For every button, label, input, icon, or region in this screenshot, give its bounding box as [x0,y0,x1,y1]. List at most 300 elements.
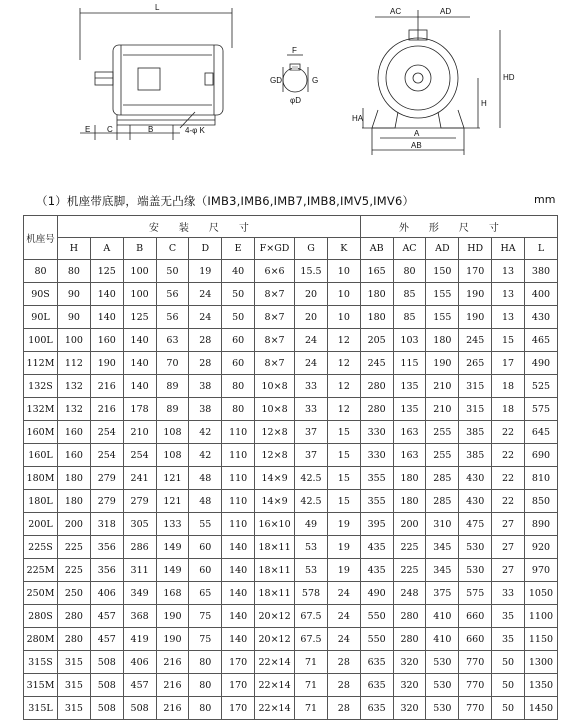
table-cell: 280 [393,628,426,651]
table-cell: 508 [90,651,123,674]
table-cell: 225 [58,559,91,582]
table-cell: 245 [360,352,393,375]
table-cell: 15 [492,329,525,352]
table-row [24,283,558,306]
table-cell: 395 [360,513,393,536]
column-header: AB [360,238,393,260]
label-AC: AC [390,7,402,16]
table-cell: 178 [123,398,156,421]
table-cell: 315 [58,697,91,720]
table-cell: 28 [327,651,360,674]
table-cell: 1100 [524,605,557,628]
label-AB: AB [411,141,422,150]
table-cell: 575 [459,582,492,605]
frame-cell: 180M [24,467,58,490]
table-cell: 163 [393,444,426,467]
table-cell: 210 [426,398,459,421]
table-cell: 180 [58,490,91,513]
table-cell: 140 [222,628,255,651]
label-H: H [481,99,487,108]
table-cell: 190 [156,628,189,651]
table-cell: 320 [393,651,426,674]
table-cell: 140 [222,536,255,559]
table-cell: 406 [123,651,156,674]
table-cell: 380 [524,260,557,283]
table-cell: 210 [426,375,459,398]
table-cell: 53 [295,536,328,559]
table-cell: 190 [459,283,492,306]
column-header: AC [393,238,426,260]
table-cell: 80 [222,398,255,421]
table-cell: 18×11 [255,582,295,605]
table-cell: 216 [90,398,123,421]
table-cell: 19 [189,260,222,283]
table-cell: 28 [189,352,222,375]
table-cell: 13 [492,283,525,306]
table-cell: 67.5 [295,605,328,628]
table-cell: 15 [327,467,360,490]
table-cell: 368 [123,605,156,628]
table-cell: 330 [360,421,393,444]
table-cell: 22×14 [255,674,295,697]
table-cell: 8×7 [255,283,295,306]
table-cell: 280 [393,605,426,628]
table-cell: 435 [360,559,393,582]
table-cell: 24 [189,306,222,329]
table-cell: 100 [123,260,156,283]
table-cell: 38 [189,398,222,421]
label-HA: HA [352,114,364,123]
frame-cell: 225M [24,559,58,582]
table-cell: 22 [492,421,525,444]
table-cell: 71 [295,651,328,674]
column-header: G [295,238,328,260]
table-cell: 170 [222,651,255,674]
label-AD: AD [440,7,452,16]
table-cell: 85 [393,283,426,306]
table-cell: 85 [393,306,426,329]
table-cell: 108 [156,421,189,444]
table-cell: 19 [327,513,360,536]
table-cell: 140 [222,559,255,582]
table-cell: 241 [123,467,156,490]
table-row [24,352,558,375]
table-cell: 80 [189,697,222,720]
frame-cell: 315L [24,697,58,720]
table-cell: 355 [360,467,393,490]
frame-cell: 200L [24,513,58,536]
table-cell: 33 [295,375,328,398]
label-L: L [155,3,160,12]
table-cell: 27 [492,536,525,559]
table-cell: 345 [426,536,459,559]
table-cell: 920 [524,536,557,559]
table-cell: 24 [295,329,328,352]
table-cell: 110 [222,467,255,490]
table-cell: 90 [58,283,91,306]
table-cell: 132 [58,398,91,421]
table-cell: 60 [222,352,255,375]
frame-cell: 80 [24,260,58,283]
table-cell: 165 [360,260,393,283]
table-cell: 90 [58,306,91,329]
table-cell: 490 [524,352,557,375]
table-cell: 254 [90,421,123,444]
table-cell: 80 [58,260,91,283]
table-cell: 205 [360,329,393,352]
table-cell: 67.5 [295,628,328,651]
table-cell: 435 [360,536,393,559]
table-cell: 180 [360,283,393,306]
table-cell: 457 [90,605,123,628]
table-cell: 63 [156,329,189,352]
table-cell: 10 [327,260,360,283]
table-cell: 70 [156,352,189,375]
table-cell: 550 [360,605,393,628]
table-cell: 35 [492,628,525,651]
table-cell: 255 [426,444,459,467]
motor-dimension-drawing [0,0,571,185]
table-cell: 42 [189,421,222,444]
frame-cell: 250M [24,582,58,605]
table-cell: 170 [222,697,255,720]
frame-cell: 180L [24,490,58,513]
label-E: E [85,125,91,134]
table-cell: 190 [426,352,459,375]
frame-cell: 280M [24,628,58,651]
table-cell: 465 [524,329,557,352]
table-row [24,329,558,352]
table-cell: 457 [123,674,156,697]
table-cell: 18×11 [255,559,295,582]
column-header: H [58,238,91,260]
table-cell: 50 [492,674,525,697]
table-cell: 575 [524,398,557,421]
table-row [24,306,558,329]
table-cell: 60 [222,329,255,352]
table-cell: 508 [90,697,123,720]
table-cell: 121 [156,490,189,513]
table-cell: 310 [426,513,459,536]
table-cell: 50 [156,260,189,283]
table-cell: 279 [90,490,123,513]
table-cell: 8×7 [255,306,295,329]
column-header: B [123,238,156,260]
table-cell: 430 [459,467,492,490]
table-row [24,651,558,674]
table-cell: 286 [123,536,156,559]
table-cell: 1150 [524,628,557,651]
table-cell: 318 [90,513,123,536]
table-cell: 285 [426,490,459,513]
table-cell: 155 [426,306,459,329]
table-cell: 42.5 [295,467,328,490]
table-cell: 42 [189,444,222,467]
table-cell: 20 [295,283,328,306]
table-cell: 19 [327,559,360,582]
table-cell: 254 [123,444,156,467]
table-row [24,628,558,651]
table-cell: 24 [189,283,222,306]
table-cell: 430 [459,490,492,513]
table-cell: 356 [90,559,123,582]
table-cell: 132 [58,375,91,398]
column-header: HD [459,238,492,260]
table-cell: 12 [327,398,360,421]
table-cell: 33 [492,582,525,605]
table-cell: 22×14 [255,697,295,720]
table-cell: 22 [492,490,525,513]
table-cell: 140 [123,375,156,398]
table-cell: 20×12 [255,628,295,651]
table-cell: 890 [524,513,557,536]
table-cell: 22 [492,444,525,467]
column-header: F×GD [255,238,295,260]
table-cell: 65 [189,582,222,605]
table-cell: 690 [524,444,557,467]
table-row [24,605,558,628]
table-cell: 255 [426,421,459,444]
table-cell: 48 [189,490,222,513]
table-cell: 10 [327,306,360,329]
table-cell: 216 [156,697,189,720]
table-cell: 75 [189,628,222,651]
table-cell: 12 [327,352,360,375]
column-header: C [156,238,189,260]
table-cell: 1450 [524,697,557,720]
table-cell: 140 [123,352,156,375]
table-cell: 80 [393,260,426,283]
unit-label: mm [534,193,556,206]
table-row [24,513,558,536]
table-cell: 311 [123,559,156,582]
table-cell: 17 [492,352,525,375]
frame-cell: 315S [24,651,58,674]
table-cell: 168 [156,582,189,605]
group-install-header: 安装尺寸 [58,216,361,238]
table-cell: 24 [327,582,360,605]
table-cell: 315 [459,398,492,421]
table-cell: 140 [222,582,255,605]
table-cell: 155 [426,283,459,306]
table-cell: 180 [360,306,393,329]
table-cell: 280 [360,398,393,421]
table-cell: 530 [459,559,492,582]
table-cell: 60 [189,536,222,559]
table-cell: 320 [393,674,426,697]
table-cell: 6×6 [255,260,295,283]
table-cell: 508 [90,674,123,697]
frame-cell: 225S [24,536,58,559]
table-cell: 19 [327,536,360,559]
table-row [24,421,558,444]
table-cell: 356 [90,536,123,559]
table-cell: 490 [360,582,393,605]
table-cell: 100 [123,283,156,306]
table-cell: 410 [426,628,459,651]
table-cell: 1050 [524,582,557,605]
table-row [24,260,558,283]
table-cell: 200 [58,513,91,536]
table-cell: 163 [393,421,426,444]
table-cell: 180 [393,467,426,490]
table-cell: 530 [426,651,459,674]
table-cell: 265 [459,352,492,375]
table-cell: 280 [58,605,91,628]
frame-cell: 90S [24,283,58,306]
table-cell: 180 [426,329,459,352]
table-cell: 22 [492,467,525,490]
label-bolt: 4-φ K [185,126,205,135]
table-cell: 125 [90,260,123,283]
table-cell: 385 [459,444,492,467]
table-cell: 49 [295,513,328,536]
table-cell: 110 [222,444,255,467]
table-cell: 48 [189,467,222,490]
table-cell: 149 [156,559,189,582]
table-row [24,559,558,582]
frame-cell: 315M [24,674,58,697]
table-cell: 15 [327,421,360,444]
table-cell: 635 [360,674,393,697]
table-cell: 80 [222,375,255,398]
table-cell: 315 [459,375,492,398]
table-cell: 40 [222,260,255,283]
table-cell: 140 [222,605,255,628]
column-header: AD [426,238,459,260]
table-cell: 50 [492,697,525,720]
table-cell: 12 [327,375,360,398]
table-cell: 170 [222,674,255,697]
table-cell: 190 [90,352,123,375]
label-D: φD [290,96,301,105]
table-row [24,398,558,421]
table-cell: 42.5 [295,490,328,513]
table-cell: 110 [222,513,255,536]
table-cell: 37 [295,444,328,467]
table-cell: 133 [156,513,189,536]
frame-cell: 280S [24,605,58,628]
table-cell: 406 [90,582,123,605]
table-row [24,674,558,697]
table-cell: 180 [393,490,426,513]
table-cell: 28 [327,697,360,720]
table-cell: 660 [459,605,492,628]
frame-cell: 112M [24,352,58,375]
table-cell: 135 [393,375,426,398]
table-cell: 850 [524,490,557,513]
table-cell: 355 [360,490,393,513]
table-cell: 50 [222,306,255,329]
table-cell: 250 [58,582,91,605]
table-cell: 15 [327,444,360,467]
table-cell: 8×7 [255,352,295,375]
table-cell: 112 [58,352,91,375]
table-cell: 345 [426,559,459,582]
table-cell: 508 [123,697,156,720]
table-cell: 14×9 [255,467,295,490]
table-cell: 315 [58,651,91,674]
table-cell: 12×8 [255,444,295,467]
table-cell: 550 [360,628,393,651]
table-cell: 280 [58,628,91,651]
table-cell: 216 [90,375,123,398]
table-cell: 160 [90,329,123,352]
table-cell: 110 [222,421,255,444]
table-cell: 140 [90,283,123,306]
table-row [24,375,558,398]
table-cell: 305 [123,513,156,536]
table-cell: 60 [189,559,222,582]
table-cell: 121 [156,467,189,490]
table-cell: 410 [426,605,459,628]
table-cell: 35 [492,605,525,628]
label-B: B [148,125,154,134]
table-cell: 37 [295,421,328,444]
table-cell: 71 [295,697,328,720]
frame-cell: 160M [24,421,58,444]
table-row [24,444,558,467]
table-cell: 770 [459,674,492,697]
table-cell: 190 [156,605,189,628]
table-body [24,260,558,720]
table-cell: 635 [360,697,393,720]
table-cell: 525 [524,375,557,398]
table-cell: 160 [58,444,91,467]
table-cell: 200 [393,513,426,536]
frame-cell: 90L [24,306,58,329]
table-cell: 13 [492,260,525,283]
table-cell: 89 [156,375,189,398]
table-cell: 279 [123,490,156,513]
table-cell: 970 [524,559,557,582]
group-outline-header: 外形尺寸 [360,216,557,238]
frame-header: 机座号 [24,216,58,260]
table-cell: 38 [189,375,222,398]
table-cell: 810 [524,467,557,490]
table-cell: 108 [156,444,189,467]
table-cell: 530 [459,536,492,559]
table-cell: 216 [156,674,189,697]
label-F: F [292,46,297,55]
table-cell: 28 [189,329,222,352]
table-cell: 330 [360,444,393,467]
table-cell: 225 [393,559,426,582]
frame-cell: 132M [24,398,58,421]
column-header-row [24,238,558,260]
table-cell: 18 [492,398,525,421]
table-cell: 50 [222,283,255,306]
table-row [24,467,558,490]
table-cell: 115 [393,352,426,375]
table-row [24,582,558,605]
table-row [24,697,558,720]
table-cell: 385 [459,421,492,444]
table-cell: 1300 [524,651,557,674]
table-cell: 10×8 [255,398,295,421]
table-cell: 349 [123,582,156,605]
table-cell: 16×10 [255,513,295,536]
table-row [24,490,558,513]
table-cell: 33 [295,398,328,421]
table-cell: 53 [295,559,328,582]
table-cell: 578 [295,582,328,605]
table-cell: 18×11 [255,536,295,559]
table-cell: 13 [492,306,525,329]
table-cell: 140 [90,306,123,329]
column-header: D [189,238,222,260]
table-cell: 103 [393,329,426,352]
